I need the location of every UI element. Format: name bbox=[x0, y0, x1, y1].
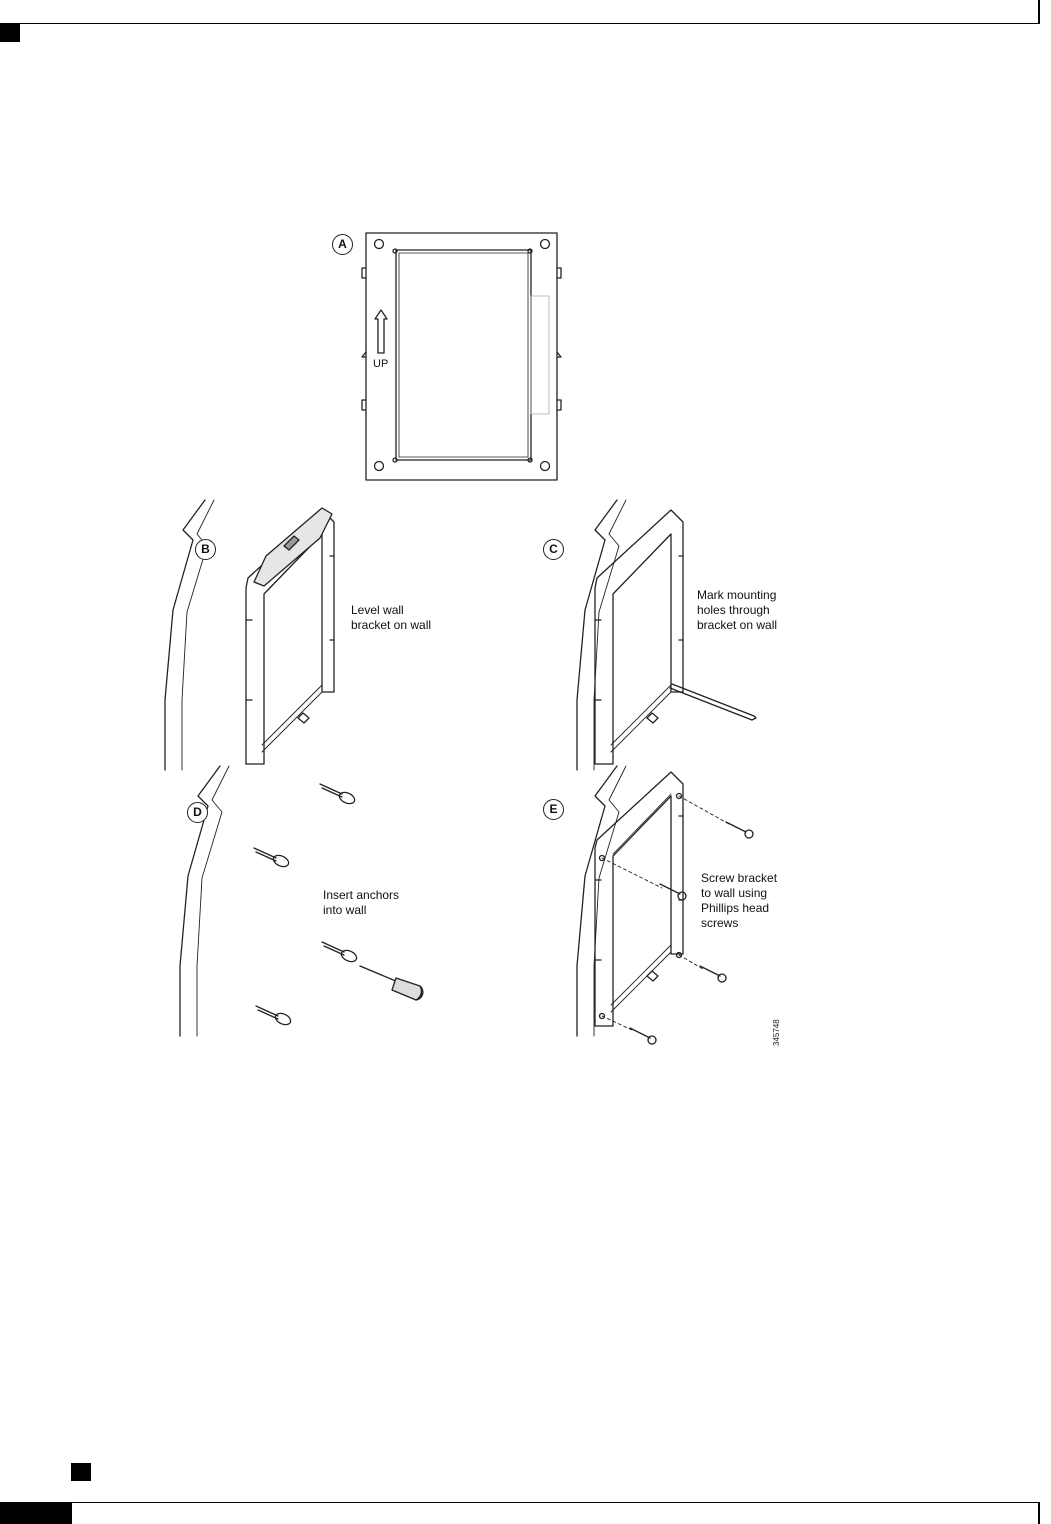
caption-step-b: Level wall bracket on wall bbox=[351, 603, 432, 632]
step-e-marker: E bbox=[543, 799, 564, 820]
step-d-marker: D bbox=[187, 802, 208, 823]
figure-number: 345748 bbox=[772, 1019, 781, 1046]
wall-outline-c bbox=[577, 500, 626, 770]
bracket-c bbox=[595, 510, 756, 764]
bracket-b bbox=[246, 508, 334, 764]
caption-step-c: Mark mounting holes through bracket on wall bbox=[697, 588, 778, 632]
step-b-marker: B bbox=[195, 539, 216, 560]
caption-step-d: Insert anchors into wall bbox=[323, 888, 400, 917]
caption-step-e: Screw bracket to wall using Phillips head screws bbox=[701, 871, 778, 930]
step-c-marker: C bbox=[543, 539, 564, 560]
step-a-marker: A bbox=[332, 234, 353, 255]
screwdriver-d bbox=[360, 966, 423, 1000]
up-arrow-label: UP bbox=[373, 358, 389, 370]
wall-outline-e bbox=[577, 766, 626, 1036]
bracket-front-view bbox=[362, 233, 561, 480]
